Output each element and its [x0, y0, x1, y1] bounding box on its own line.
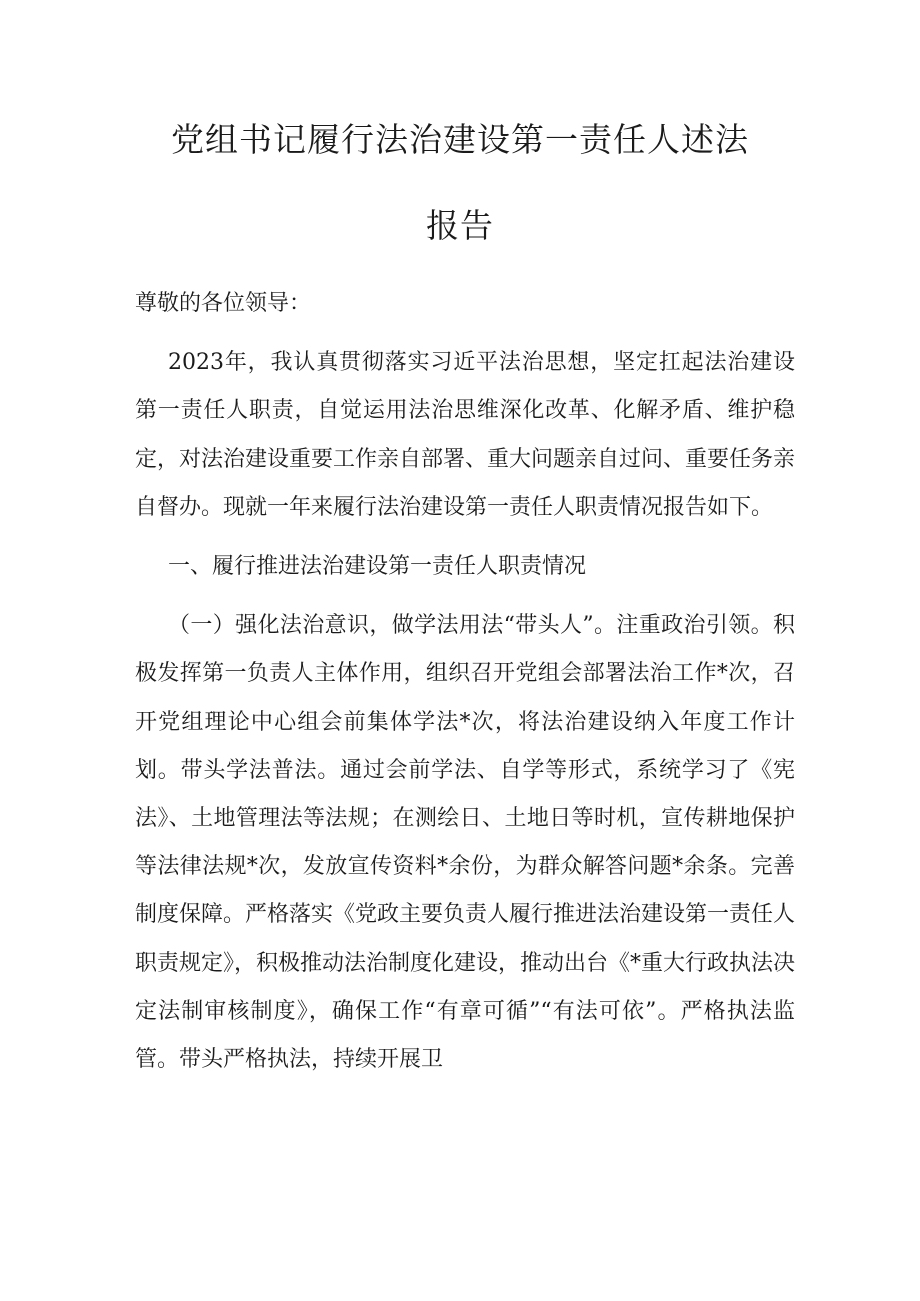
document-title-line-2: 报告	[426, 206, 494, 245]
document-title-line-1: 党组书记履行法治建设第一责任人述法	[171, 120, 749, 159]
salutation: 尊敬的各位领导：	[135, 291, 312, 316]
paragraph-intro: 2023年，我认真贯彻落实习近平法治思想，坚定扛起法治建设第一责任人职责，自觉运用法治思维深化改革、化解矛盾、维护稳定，对法治建设重要工作亲自部署、重大问题亲自过问、重要任务亲自督办。现就一年来履行法治建设第一责任人职责情况报告如下。	[135, 350, 796, 520]
paragraph-section-1: （一）强化法治意识，做学法用法“带头人”。注重政治引领。积极发挥第一负责人主体作用，组织召开党组会部署法治工作*次，召开党组理论中心组会前集体学法*次，将法治建设纳入年度工作计划。带头学法普法。通过会前学法、自学等形式，系统学习了《宪法》、土地管理法等法规；在测绘日、土地日等时机，宣传耕地保护等法律法规*次，发放宣传资料*余份，为群众解答问题*余条。完善制度保障。严格落实《党政主要负责人履行推进法治建设第一责任人职责规定》，积极推动法治制度化建设，推动出台《*重大行政执法决定法制审核制度》，确保工作“有章可循”“有法可依”。严格执法监管。带头严格执法，持续开展卫	[135, 613, 796, 1073]
document-body	[135, 280, 795, 1084]
section-heading: 一、履行推进法治建设第一责任人职责情况	[168, 554, 587, 580]
